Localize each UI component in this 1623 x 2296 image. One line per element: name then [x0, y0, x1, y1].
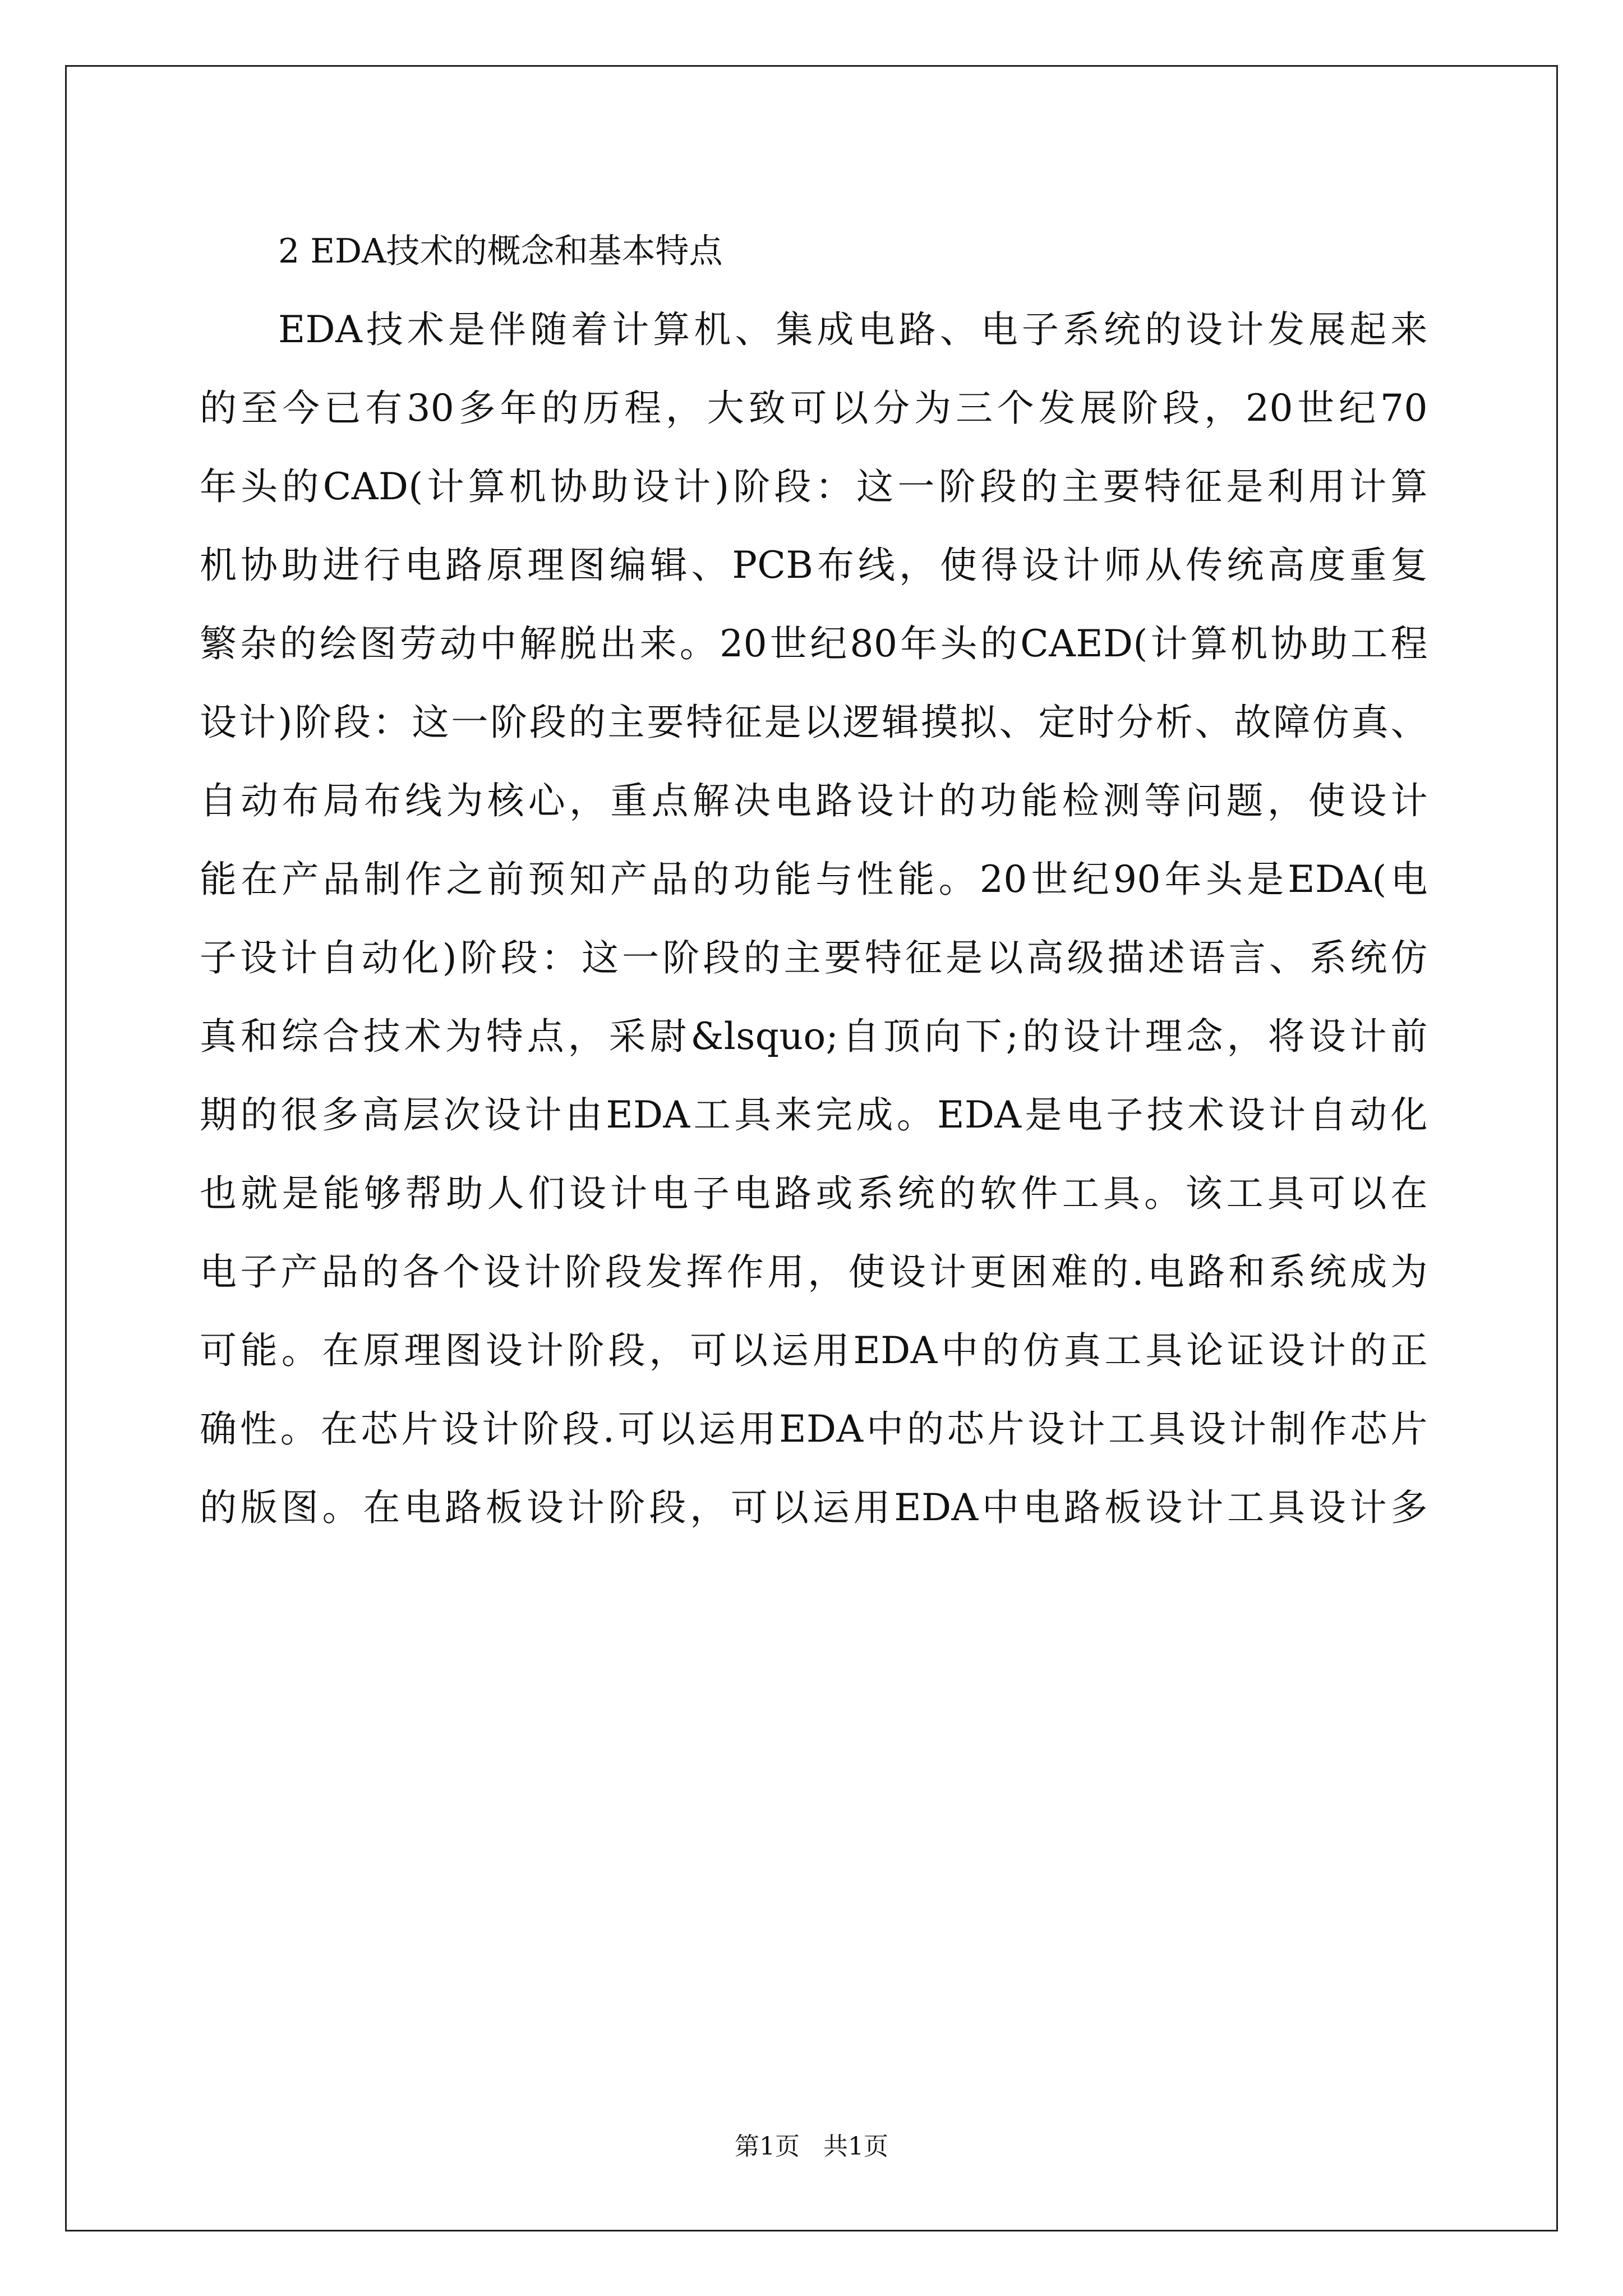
paragraph-line: 设计)阶段：这一阶段的主要特征是以逻辑摸拟、定时分析、故障仿真、: [200, 701, 1428, 744]
paragraph-line: 确性。在芯片设计阶段.可以运用EDA中的芯片设计工具设计制作芯片: [200, 1407, 1428, 1451]
paragraph-line: 期的很多高层次设计由EDA工具来完成。EDA是电子技术设计自动化: [200, 1093, 1428, 1137]
paragraph-line: 机协助进行电路原理图编辑、PCB布线，使得设计师从传统高度重复: [200, 544, 1428, 587]
paragraph-line: 子设计自动化)阶段：这一阶段的主要特征是以高级描述语言、系统仿: [200, 936, 1428, 979]
paragraph: [200, 291, 1428, 1547]
section-heading: 2 EDA技术的概念和基本特点: [278, 232, 723, 271]
paragraph-line: 可能。在原理图设计阶段，可以运用EDA中的仿真工具论证设计的正: [200, 1329, 1428, 1372]
paragraph-line: 繁杂的绘图劳动中解脱出来。20世纪80年头的CAED(计算机协助工程: [200, 622, 1428, 665]
paragraph-line: 能在产品制作之前预知产品的功能与性能。20世纪90年头是EDA(电: [200, 858, 1428, 901]
paragraph-line: EDA技术是伴随着计算机、集成电路、电子系统的设计发展起来: [278, 308, 1428, 351]
paragraph-line: 的至今已有30多年的历程，大致可以分为三个发展阶段，20世纪70: [200, 386, 1428, 430]
paragraph-line: 年头的CAD(计算机协助设计)阶段：这一阶段的主要特征是利用计算: [200, 465, 1428, 508]
document-body: [200, 212, 1428, 1547]
paragraph-line: 电子产品的各个设计阶段发挥作用，使设计更困难的.电路和系统成为: [200, 1250, 1428, 1294]
paragraph-line: 的版图。在电路板设计阶段，可以运用EDA中电路板设计工具设计多: [200, 1486, 1428, 1529]
paragraph-line: 也就是能够帮助人们设计电子电路或系统的软件工具。该工具可以在: [200, 1172, 1428, 1215]
paragraph-line: 自动布局布线为核心，重点解决电路设计的功能检测等问题，使设计: [200, 779, 1428, 822]
paragraph-line: 真和综合技术为特点，采尉&lsquo;自顶向下;的设计理念，将设计前: [200, 1015, 1428, 1058]
page-number-footer: 第1页 共1页: [735, 2132, 888, 2161]
